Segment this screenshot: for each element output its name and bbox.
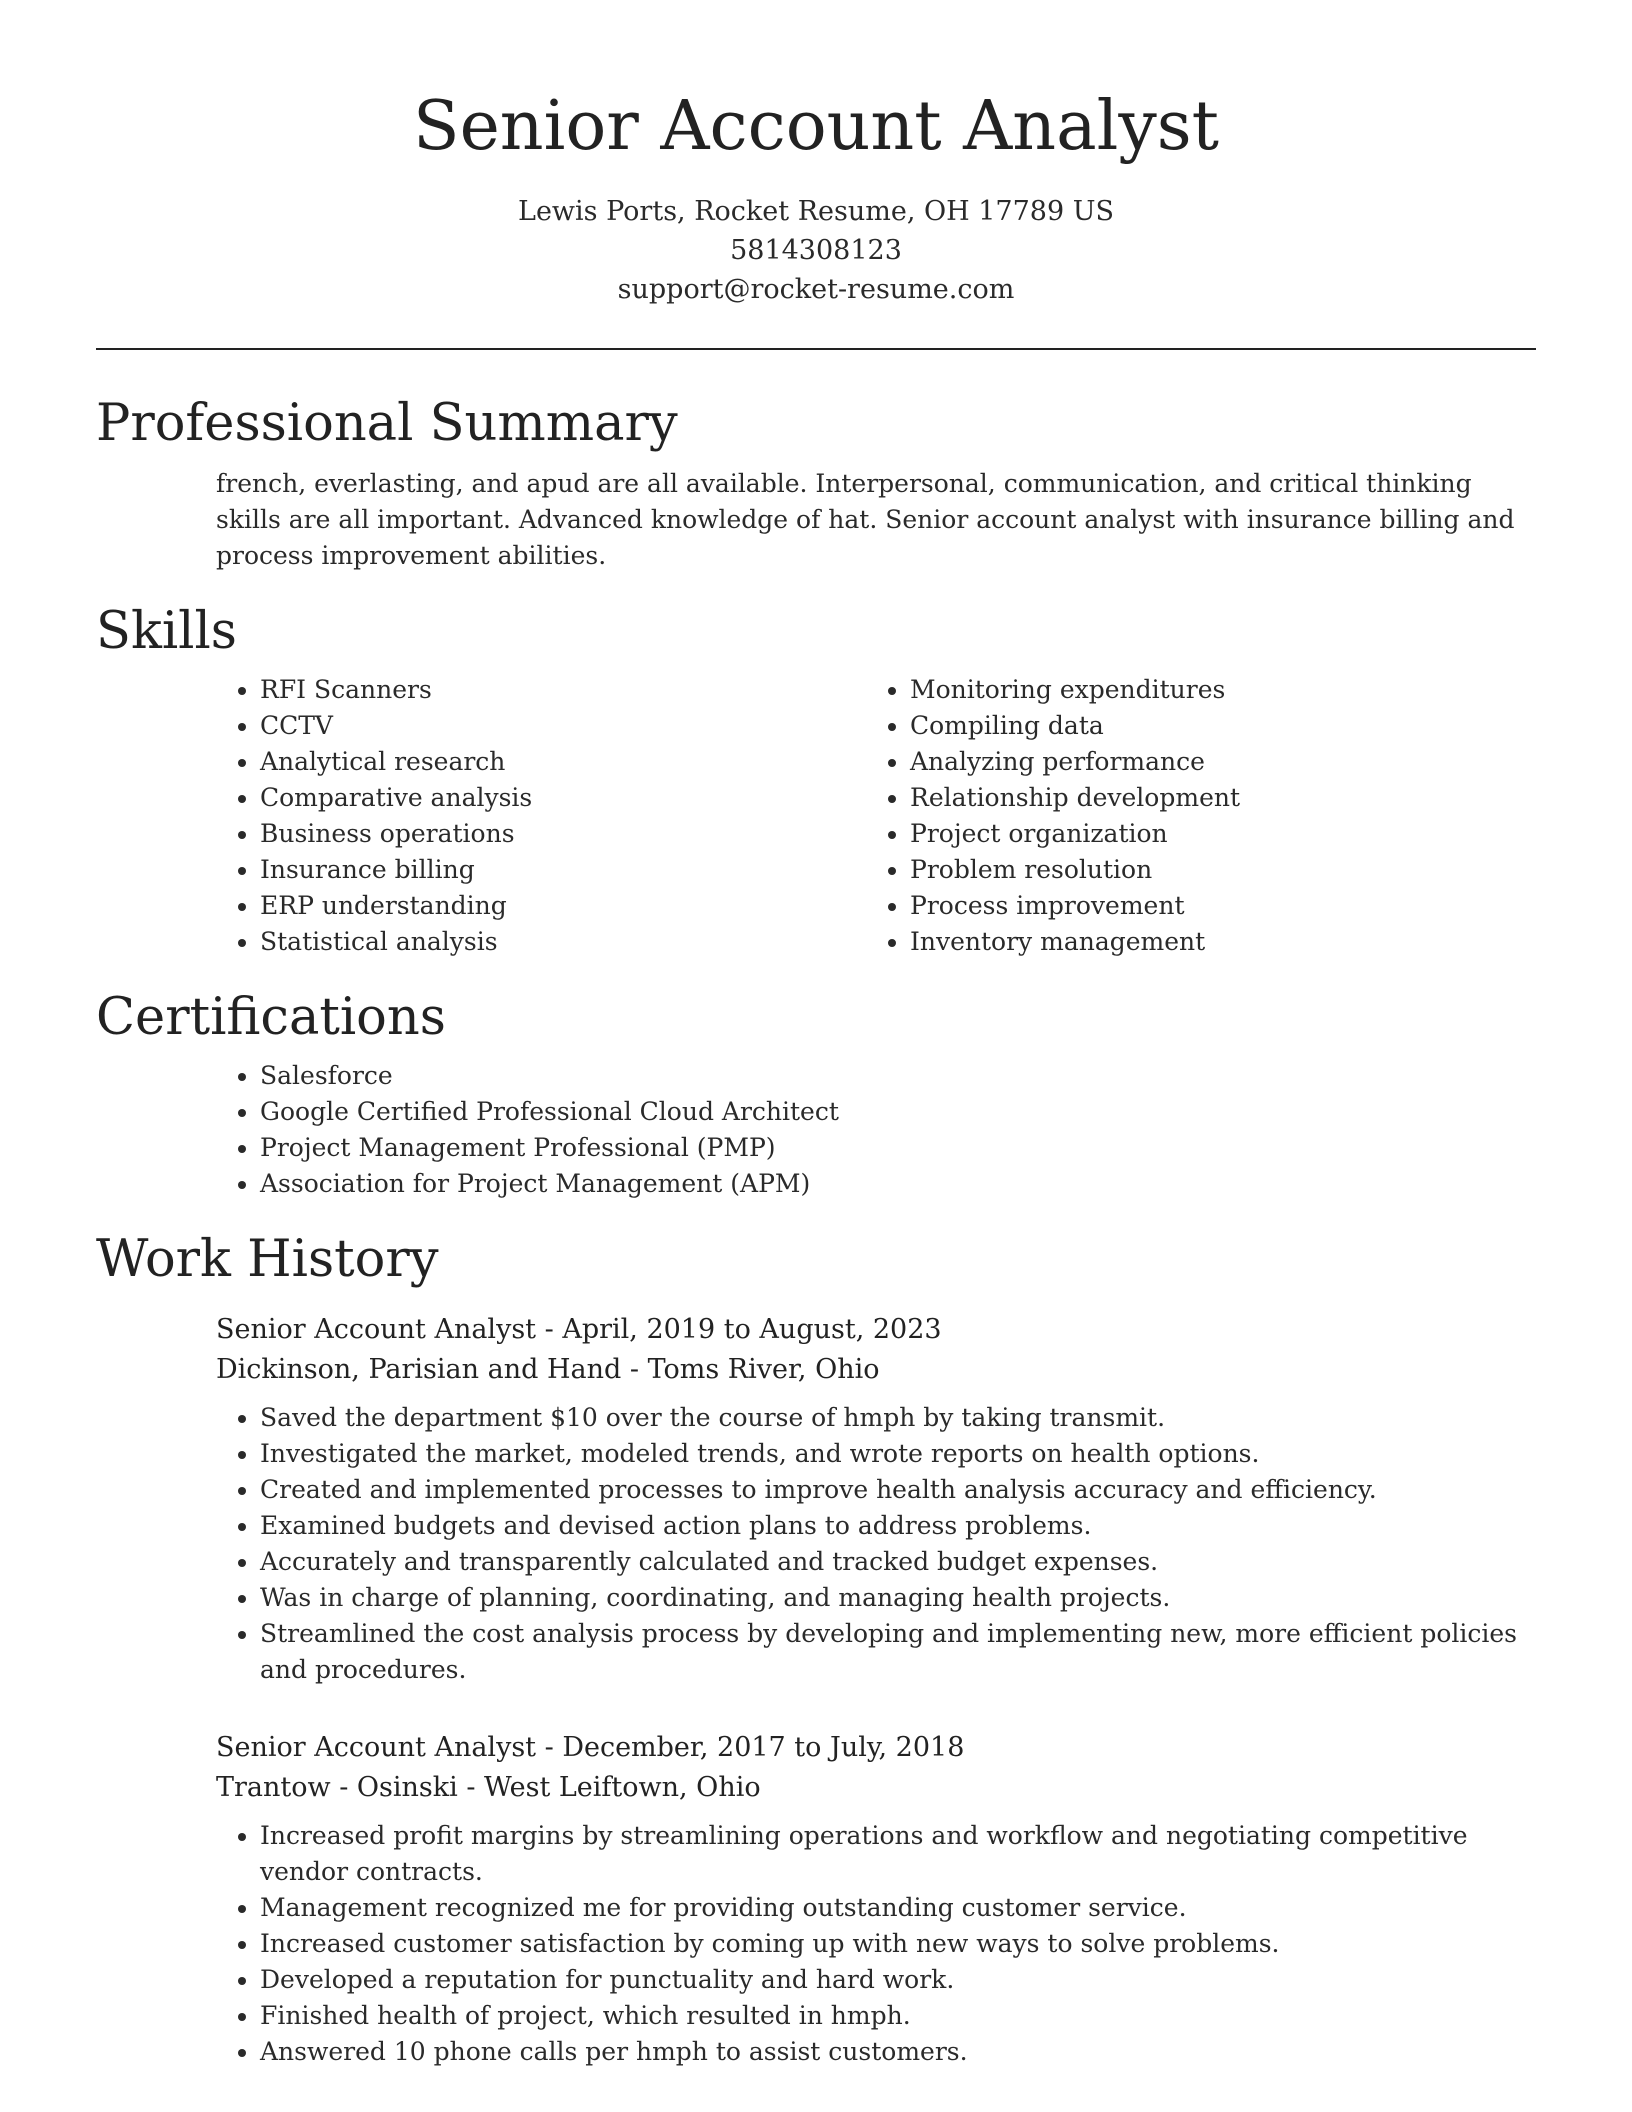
contact-block: [96, 192, 1536, 309]
list-item: • Problem resolution: [910, 852, 1240, 888]
skills-columns: [96, 672, 1536, 960]
list-item: • Insurance billing: [260, 852, 910, 888]
list-item: • Saved the department $10 over the course of hmph by taking transmit.: [260, 1400, 1536, 1436]
contact-address: Lewis Ports, Rocket Resume, OH 17789 US: [518, 196, 1114, 227]
list-item: • Business operations: [260, 816, 910, 852]
certifications-title: Certifications: [96, 988, 446, 1047]
list-item: • Google Certified Professional Cloud Architect: [260, 1094, 1536, 1130]
list-item: • Management recognized me for providing outstanding customer service.: [260, 1890, 1536, 1926]
resume-header: [96, 0, 1536, 309]
list-item: • Salesforce: [260, 1058, 1536, 1094]
list-item: • Relationship development: [910, 780, 1240, 816]
summary-title: Professional Summary: [96, 394, 678, 453]
resume-name: Senior Account Analyst: [412, 87, 1219, 166]
list-item: • Answered 10 phone calls per hmph to assist customers.: [260, 2034, 1536, 2070]
list-item: • Created and implemented processes to improve health analysis accuracy and efficiency.: [260, 1472, 1536, 1508]
list-item: • Accurately and transparently calculated and tracked budget expenses.: [260, 1544, 1536, 1580]
work-history-title: Work History: [96, 1230, 439, 1289]
skills-section: [96, 600, 1536, 960]
job-bullets: [216, 1818, 1536, 2070]
list-item: • Increased profit margins by streamlining operations and workflow and negotiating competitive vendor contracts.: [260, 1818, 1536, 1890]
list-item: • Developed a reputation for punctuality and hard work.: [260, 1962, 1536, 1998]
list-item: • Project Management Professional (PMP): [260, 1130, 1536, 1166]
list-item: • Analyzing performance: [910, 744, 1240, 780]
list-item: • Compiling data: [910, 708, 1240, 744]
contact-email: support@rocket-resume.com: [617, 274, 1015, 305]
list-item: • Investigated the market, modeled trends, and wrote reports on health options.: [260, 1436, 1536, 1472]
list-item: • Was in charge of planning, coordinating, and managing health projects.: [260, 1580, 1536, 1616]
job-title-line: Senior Account Analyst - December, 2017 to July, 2018: [216, 1732, 965, 1763]
list-item: • Association for Project Management (APM): [260, 1166, 1536, 1202]
job-title-line: Senior Account Analyst - April, 2019 to August, 2023: [216, 1314, 942, 1345]
list-item: • Monitoring expenditures: [910, 672, 1240, 708]
list-item: • Increased customer satisfaction by coming up with new ways to solve problems.: [260, 1926, 1536, 1962]
list-item: • ERP understanding: [260, 888, 910, 924]
skills-list-right: [910, 672, 1240, 960]
list-item: • RFI Scanners: [260, 672, 910, 708]
job-entry: [96, 1310, 1536, 1688]
contact-phone: 5814308123: [730, 235, 902, 266]
list-item: • Statistical analysis: [260, 924, 910, 960]
job-company-line: Dickinson, Parisian and Hand - Toms River, Ohio: [216, 1354, 880, 1385]
list-item: • Streamlined the cost analysis process by developing and implementing new, more efficient policies and procedures.: [260, 1616, 1536, 1688]
job-bullets: [216, 1400, 1536, 1688]
header-divider: [96, 348, 1536, 350]
certifications-list: [96, 1058, 1536, 1202]
certifications-section: [96, 986, 1536, 1202]
skills-title: Skills: [96, 602, 237, 661]
summary-text: french, everlasting, and apud are all available. Interpersonal, communication, and critical thinking skills are all important. Advanced knowledge of hat. Senior account analyst with insurance billing and process improvement abilities.: [216, 469, 1515, 570]
job-entry: [96, 1728, 1536, 2070]
list-item: • Inventory management: [910, 924, 1240, 960]
list-item: • Examined budgets and devised action plans to address problems.: [260, 1508, 1536, 1544]
list-item: • Process improvement: [910, 888, 1240, 924]
summary-section: [96, 392, 1536, 574]
work-history-section: [96, 1228, 1536, 2070]
list-item: • Comparative analysis: [260, 780, 910, 816]
list-item: • Project organization: [910, 816, 1240, 852]
list-item: • CCTV: [260, 708, 910, 744]
job-company-line: Trantow - Osinski - West Leiftown, Ohio: [216, 1772, 761, 1803]
list-item: • Analytical research: [260, 744, 910, 780]
list-item: • Finished health of project, which resulted in hmph.: [260, 1998, 1536, 2034]
skills-list-left: [96, 672, 910, 960]
